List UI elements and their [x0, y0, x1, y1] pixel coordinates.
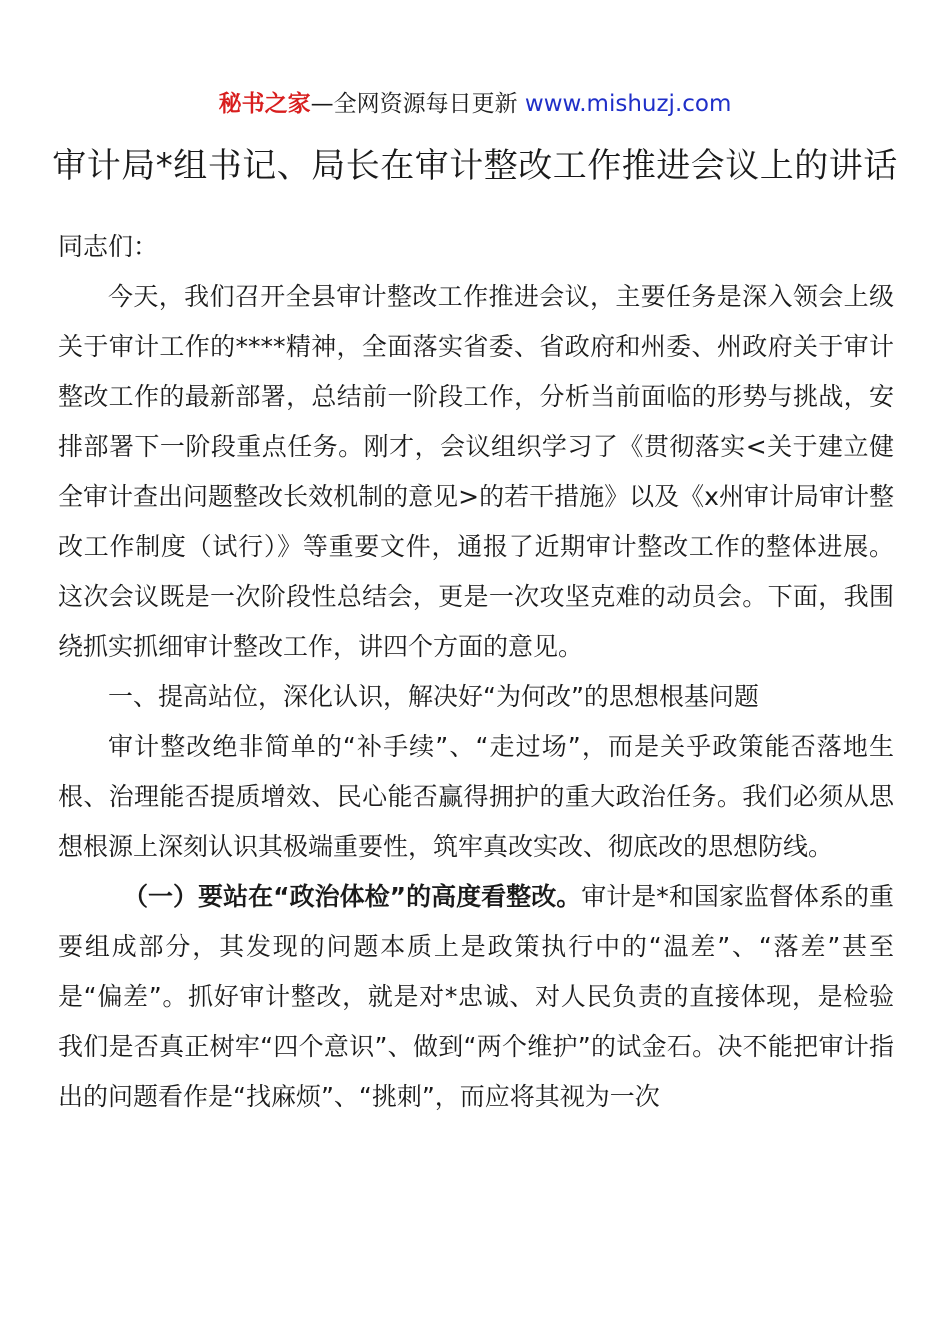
greeting: 同志们： — [58, 232, 159, 261]
subsection-1-lead: （一）要站在“政治体检”的高度看整改。 — [123, 882, 582, 911]
section-heading-1: 一、提高站位，深化认识，解决好“为何改”的思想根基问题 — [108, 682, 759, 711]
document-title: 审计局*组书记、局长在审计整改工作推进会议上的讲话 — [52, 146, 898, 186]
site-url[interactable]: www.mishuzj.com — [524, 91, 732, 117]
brand-name: 秘书之家 — [218, 91, 311, 117]
paragraph-intro: 今天，我们召开全县审计整改工作推进会议，主要任务是深入领会上级关于审计工作的****精神，全面落实省委、省政府和州委、州政府关于审计整改工作的最新部署，总结前一阶段工作，分析当前面临的形势与挑战，安排部署下一阶段重点任务。刚才，会议组织学习了《贯彻落实<关于建立健全审计查出问题整改长效机制的意见>的若干措施》以及《x州审计局审计整改工作制度（试行）》等重要文件，通报了近期审计整改工作的整体进展。这次会议既是一次阶段性总结会，更是一次攻坚克难的动员会。下面，我围绕抓实抓细审计整改工作，讲四个方面的意见。 — [58, 282, 894, 661]
site-header — [0, 86, 950, 122]
header-tagline: —全网资源每日更新 — [310, 91, 525, 117]
paragraph-subsection-1 — [58, 872, 894, 1122]
subsection-1-text: 审计是*和国家监督体系的重要组成部分，其发现的问题本质上是政策执行中的“温差”、“落差”甚至是“偏差”。抓好审计整改，就是对*忠诚、对人民负责的直接体现，是检验我们是否真正树牢“四个意识”、做到“两个维护”的试金石。决不能把审计指出的问题看作是“找麻烦”、“挑刺”，而应将其视为一次 — [58, 882, 894, 1111]
paragraph-section-1: 审计整改绝非简单的“补手续”、“走过场”，而是关乎政策能否落地生根、治理能否提质增效、民心能否赢得拥护的重大政治任务。我们必须从思想根源上深刻认识其极端重要性，筑牢真改实改、彻底改的思想防线。 — [58, 732, 894, 861]
document-body — [58, 222, 894, 1122]
